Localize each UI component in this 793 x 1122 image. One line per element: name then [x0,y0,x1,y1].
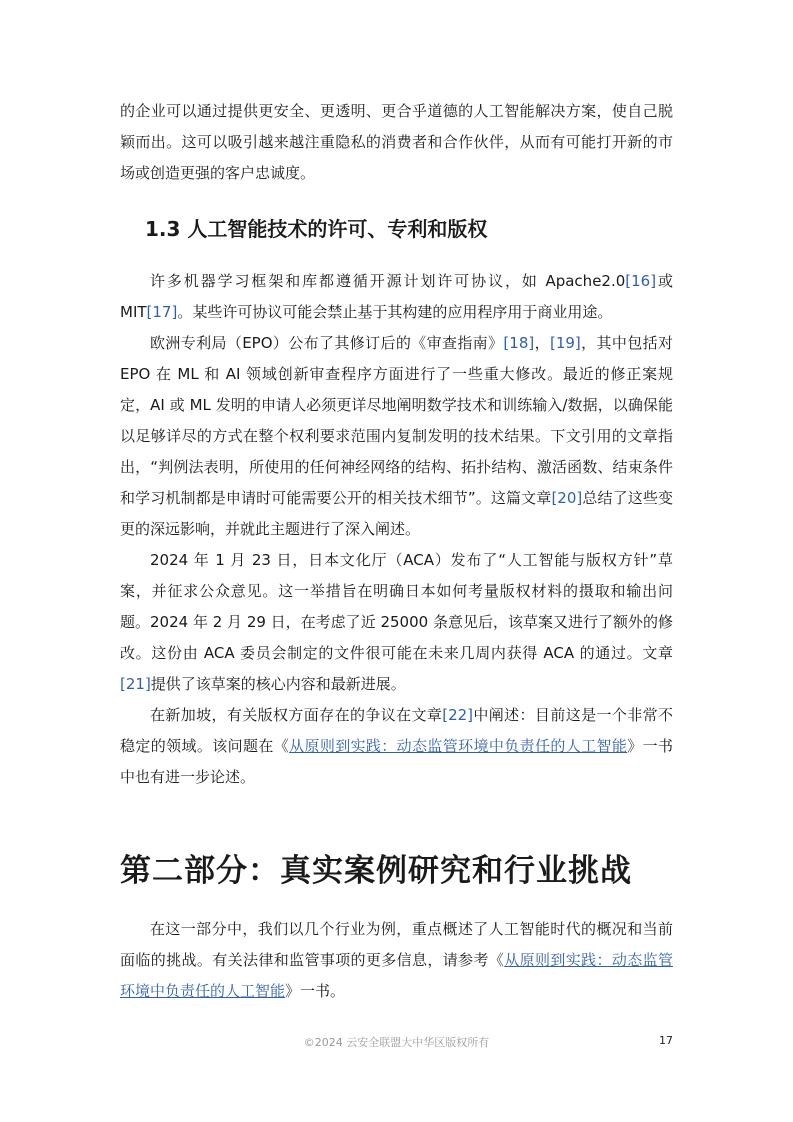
text-run: 。某些许可协议可能会禁止基于其构建的应用程序用于商业用途。 [177,303,613,321]
text-run: 》一书中也有进一步论述。 [120,737,673,786]
section-1-3-body [120,266,673,793]
page-footer [120,1034,673,1052]
citation-21[interactable]: [21] [120,675,151,693]
text-run: 或 MIT [120,272,673,321]
paragraph-japan-aca [120,545,673,700]
intro-paragraph: 的企业可以通过提供更安全、更透明、更合乎道德的人工智能解决方案，使自己脱颖而出。这可以吸引越来越注重隐私的消费者和合作伙伴，从而有可能打开新的市场或创造更强的客户忠诚度。 [120,102,673,182]
citation-17[interactable]: [17] [146,303,178,321]
part-two-heading: 第二部分：真实案例研究和行业挑战 [120,853,632,889]
section-heading-1-3: 1.3 人工智能技术的许可、专利和版权 [145,217,488,241]
text-run: ，其中包括对 EPO 在 ML 和 AI 领域创新审查程序方面进行了一些重大修改。最近的修正案规定，AI 或 ML 发明的申请人必须更详尽地阐明数学技术和训练输入/数据，以确保能以足够详尽的方式在整个权利要求范围内复制发明的技术结果。下文引用的文章指出，“判例法表明，所使用的任何神经网络的结构、拓扑结构、激活函数、结束条件和学习机制都是申请时可能需要公开的相关技术细节”。这篇文章 [120,334,673,507]
text-run: 2024 年 1 月 23 日，日本文化厅（ACA）发布了“人工智能与版权方针”草案，并征求公众意见。这一举措旨在明确日本如何考量版权材料的摄取和输出问题。2024 年 2 月 29 日，在考虑了近 25000 条意见后，该草案又进行了额外的修改。这份由 ACA 委员会制定的文件很可能在未来几周内获得 ACA 的通过。文章 [120,551,673,662]
citation-18[interactable]: [18] [503,334,535,352]
copyright-text: ©2024 云安全联盟大中华区版权所有 [303,1036,490,1049]
text-run: 在这一部分中，我们以几个行业为例，重点概述了人工智能时代的概况和当前面临的挑战。有关法律和监管事项的更多信息，请参考《 [120,920,673,969]
citation-20[interactable]: [20] [551,489,583,507]
text-run: 中阐述：目前这是一个非常不稳定的领域。该问题在《 [120,706,673,755]
book-link[interactable]: 从原则到实践：动态监管环境中负责任的人工智能 [120,951,673,1000]
citation-16[interactable]: [16] [625,272,657,290]
page-number: 17 [659,1034,673,1047]
text-run: ， [534,334,550,352]
citation-19[interactable]: [19] [549,334,581,352]
intro-block [120,96,673,189]
citation-22[interactable]: [22] [442,706,474,724]
text-run: 在新加坡，有关版权方面存在的争议在文章 [150,706,443,724]
part-two-body [120,914,673,1007]
paragraph-singapore [120,700,673,793]
text-run: 许多机器学习框架和库都遵循开源计划许可协议，如 Apache2.0 [150,272,626,290]
paragraph-part-two-intro [120,914,673,1007]
text-run: 提供了该草案的核心内容和最新进展。 [150,675,406,693]
text-run: 欧洲专利局（EPO）公布了其修订后的《审查指南》 [150,334,504,352]
paragraph-epo [120,328,673,545]
text-run: 》一书。 [285,982,346,1000]
text-run: 总结了这些变更的深远影响，并就此主题进行了深入阐述。 [120,489,673,538]
paragraph-licenses [120,266,673,328]
book-link[interactable]: 从原则到实践：动态监管环境中负责任的人工智能 [289,737,628,755]
